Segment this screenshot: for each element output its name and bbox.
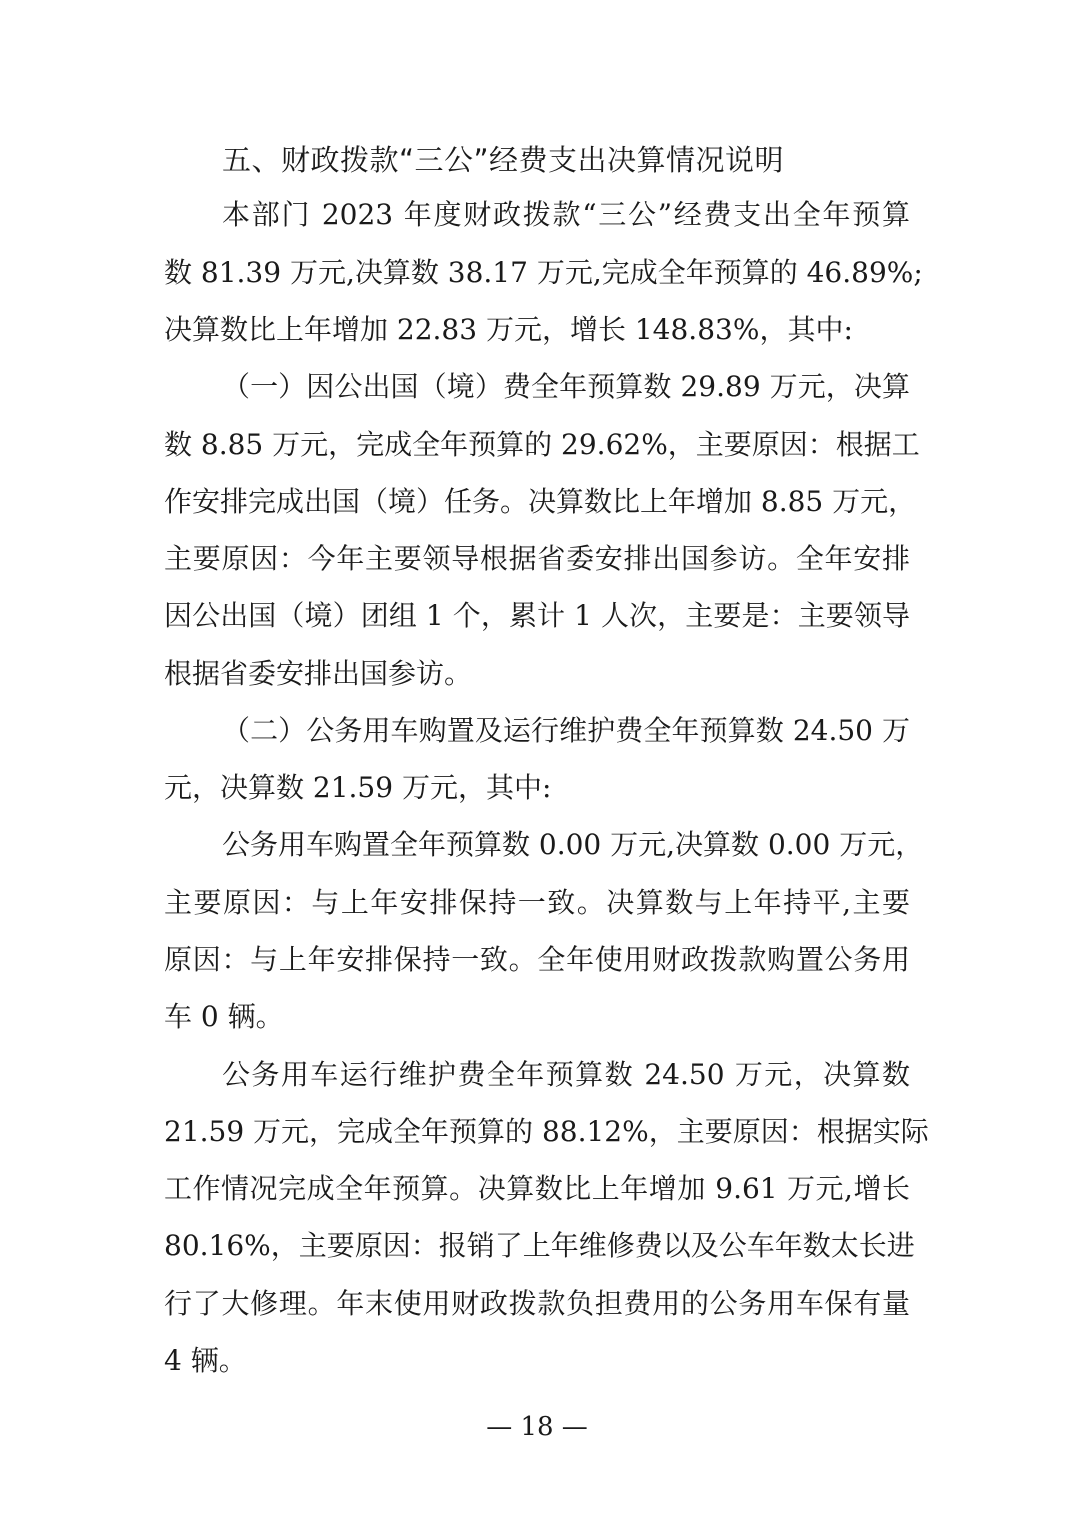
paragraph-line: （一）因公出国（境）费全年预算数 29.89 万元，决算 <box>222 370 910 403</box>
paragraph-line: 原因：与上年安排保持一致。全年使用财政拨款购置公务用 <box>164 943 910 976</box>
paragraph-line: 元，决算数 21.59 万元，其中: <box>164 771 552 804</box>
paragraph-line: 数 8.85 万元，完成全年预算的 29.62%，主要原因：根据工 <box>164 428 920 461</box>
paragraph-line: 作安排完成出国（境）任务。决算数比上年增加 8.85 万元， <box>164 485 917 518</box>
paragraph-line: 4 辆。 <box>164 1344 247 1377</box>
paragraph-line: （二）公务用车购置及运行维护费全年预算数 24.50 万 <box>222 714 910 747</box>
page-number: — 18 — <box>486 1412 588 1442</box>
paragraph-line: 行了大修理。年末使用财政拨款负担费用的公务用车保有量 <box>164 1287 910 1320</box>
paragraph-line: 工作情况完成全年预算。决算数比上年增加 9.61 万元,增长 <box>164 1172 910 1205</box>
paragraph-line: 21.59 万元，完成全年预算的 88.12%，主要原因：根据实际 <box>164 1115 929 1148</box>
paragraph-line: 主要原因：今年主要领导根据省委安排出国参访。全年安排 <box>164 542 910 575</box>
section-heading: 五、财政拨款“三公”经费支出决算情况说明 <box>222 143 785 177</box>
paragraph-line: 主要原因：与上年安排保持一致。决算数与上年持平,主要 <box>164 886 910 919</box>
paragraph-line: 本部门 2023 年度财政拨款“三公”经费支出全年预算 <box>222 198 910 231</box>
paragraph-line: 因公出国（境）团组 1 个，累计 1 人次，主要是：主要领导 <box>164 599 910 632</box>
paragraph-line: 车 0 辆。 <box>164 1000 284 1033</box>
paragraph-line: 根据省委安排出国参访。 <box>164 657 473 690</box>
paragraph-line: 公务用车运行维护费全年预算数 24.50 万元，决算数 <box>222 1058 910 1091</box>
paragraph-line: 数 81.39 万元,决算数 38.17 万元,完成全年预算的 46.89%; <box>164 256 923 289</box>
paragraph-line: 决算数比上年增加 22.83 万元，增长 148.83%，其中: <box>164 313 853 346</box>
paragraph-line: 公务用车购置全年预算数 0.00 万元,决算数 0.00 万元， <box>222 828 924 861</box>
paragraph-line: 80.16%，主要原因：报销了上年维修费以及公车年数太长进 <box>164 1229 915 1262</box>
